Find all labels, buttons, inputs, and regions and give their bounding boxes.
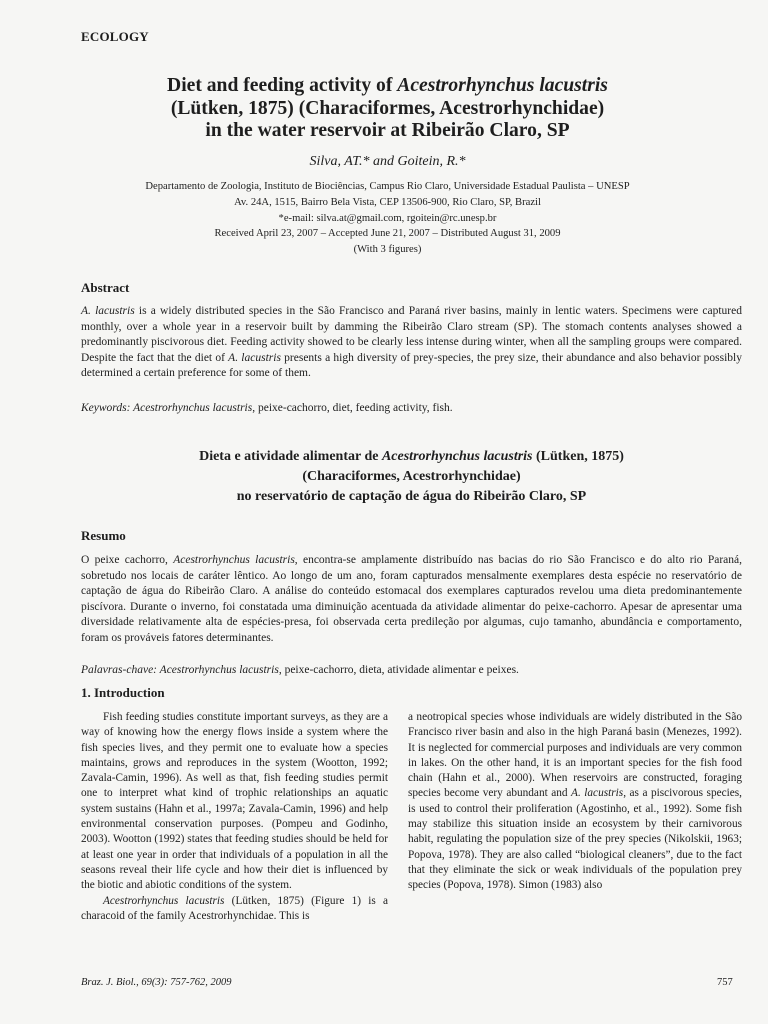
page-number: 757 — [717, 977, 733, 988]
abstract-heading: Abstract — [81, 280, 130, 295]
resumo-text: O peixe cachorro, Acestrorhynchus lacustris, encontra-se amplamente distribuído nas bacias do rio São Francisco e do alto rio Paraná, sobretudo nos locais de caráter lêntico. Ao longo de um ano, foram capturados mensalmente exemplares desta espécie no reservatório de captação de água do Ribeirão Claro. A análise do conteúdo estomacal dos exemplares capturados revelou uma dieta predominantemente piscívora. Durante o inverno, foi constatada uma diminuição acentuada da atividade alimentar do peixe-cachorro. Apesar de apresentar uma diversidade relativamente alta de espécies-presa, foi observada certa predileção por algumas, cujo tamanho, abundância e comportamento, foram os prováveis fatores determinantes. — [81, 554, 742, 644]
intro-paragraph: Acestrorhynchus lacustris (Lütken, 1875) (Figure 1) is a characoid of the family Acestrorhynchidae. This is — [81, 894, 388, 922]
authors: Silva, AT.* and Goitein, R.* — [309, 154, 466, 169]
intro-column-right — [408, 710, 742, 894]
palavras-chave: Palavras-chave: Acestrorhynchus lacustris, peixe-cachorro, dieta, atividade alimentar e peixes. — [81, 664, 519, 676]
intro-paragraph: Fish feeding studies constitute important surveys, as they are a way of knowing how the energy flows inside a system where the fish species lives, and they permit one to evaluate how a species maintains, grows and reproduces in the system (Wootton, 1992; Zavala-Camin, 1996). As well as that, fish feeding studies permit one to interpret what kind of trophic relationships an aquatic system sustains (Hahn et al., 1997a; Zavala-Camin, 1996) and help environmental conservation purposes. (Pompeu and Godinho, 2003). Wootton (1992) states that feeding studies should be held for at least one year in order that individuals of a population in all the seasons reveal their life cycle and how their diet is influenced by the biotic and abiotic conditions of the system. — [81, 711, 388, 892]
resumo-heading: Resumo — [81, 528, 126, 543]
intro-paragraph: a neotropical species whose individuals are widely distributed in the São Francisco river basin and also in the high Paraná basin (Menezes, 1992). It is neglected for commercial purposes and individuals are very common in lakes. On the other hand, it is an important species for the fish food chain (Hahn et al., 2000). When reservoirs are constructed, foraging species become very abundant and A. lacustris, as a piscivorous species, is used to control their proliferation (Agostinho, et al., 1992). Some fish may stabilize this situation inside an ecosystem by their carnivorous habit, regulating the population size of the prey species (Nikolskii, 1963; Popova, 1978). They are also called “biological cleaners”, due to the fact that they eliminate the sick or weak individuals of the population prey species (Popova, 1978). Simon (1983) also — [408, 711, 742, 892]
intro-column-left — [81, 710, 388, 924]
affiliation-block: Departamento de Zoologia, Instituto de Biociências, Campus Rio Claro, Universidade Estadual Paulista – UNESP Av. 24A, 1515, Bairro Bela Vista, CEP 13506-900, Rio Claro, SP, Brazil *e-mail: silva.at@gmail.com, rgoitein@rc.unesp.br Received April 23, 2007 – Accepted June 21, 2007 – Distributed August 31, 2009 (With 3 figures) — [145, 181, 630, 256]
portuguese-title: Dieta e atividade alimentar de Acestrorhynchus lacustris (Lütken, 1875) (Characiformes, Acestrorhynchidae) no reservatório de captação de água do Ribeirão Claro, SP — [199, 449, 624, 504]
journal-citation: Braz. J. Biol., 69(3): 757-762, 2009 — [81, 977, 232, 988]
introduction-heading: 1. Introduction — [81, 685, 165, 700]
abstract-text: A. lacustris is a widely distributed species in the São Francisco and Paraná river basins, mainly in lentic waters. Specimens were captured monthly, over a whole year in a reservoir built by damming the Ribeirão Claro stream (SP). The stomach contents analyses showed a predominantly piscivorous diet. Feeding activity showed to be clearly less intense during winter, when all the sampling groups were compared. Despite the fact that the diet of A. lacustris presents a high diversity of prey-species, the prey size, their abundance and also behavior possibly determined a certain preference for some of them. — [81, 305, 743, 379]
paper-page — [81, 0, 743, 1024]
article-title: Diet and feeding activity of Acestrorhynchus lacustris (Lütken, 1875) (Characiformes, Acestrorhynchidae) in the water reservoir at Ribeirão Claro, SP — [167, 75, 608, 141]
keywords: Keywords: Acestrorhynchus lacustris, peixe-cachorro, diet, feeding activity, fish. — [81, 402, 453, 414]
section-tag: ECOLOGY — [81, 29, 149, 44]
